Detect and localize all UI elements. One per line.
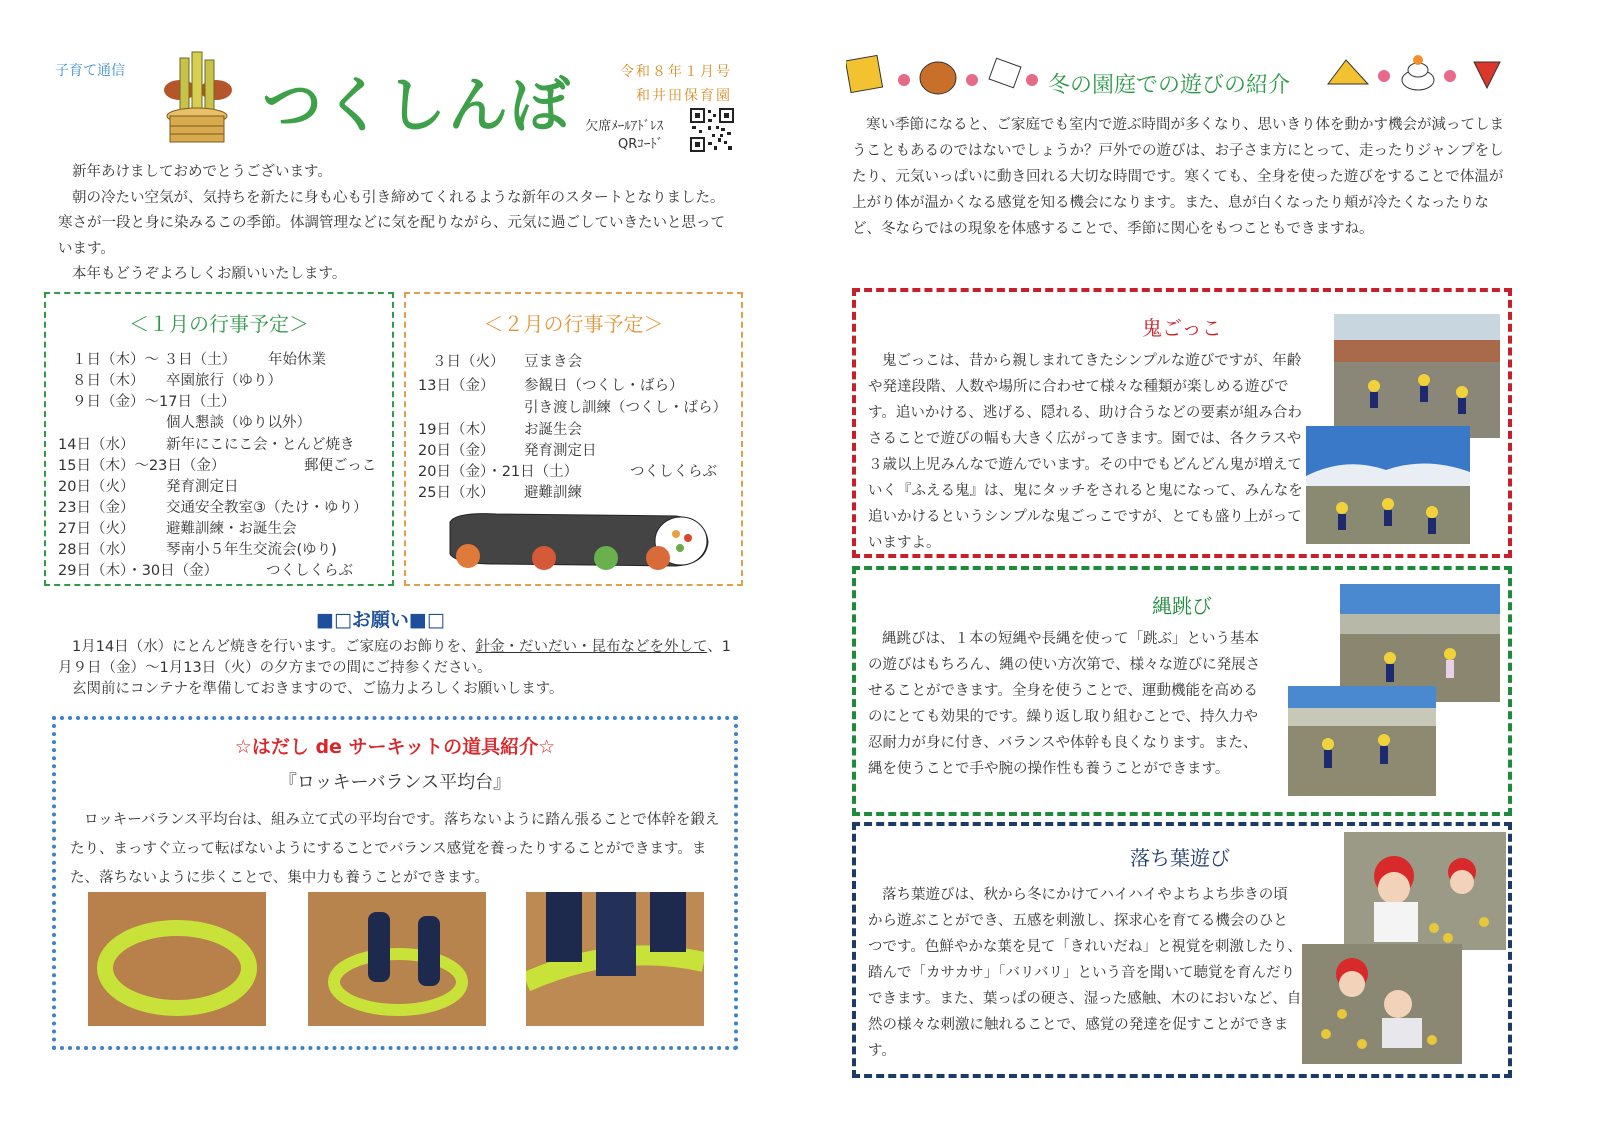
jump-rope-heading: 縄跳び: [1152, 594, 1212, 618]
balance-beam-photo: [88, 892, 266, 1026]
list-item: 個人懇談（ゆり以外）: [166, 415, 311, 431]
circuit-body: ロッキーバランス平均台は、組み立て式の平均台です。落ちないように踏ん張ることで体幹を鍛えたり、まっすぐ立って転ばないようにすることでバランス感覚を養ったりすることができます。また、落ちないように歩くことで、集中力も養うことができます。: [70, 812, 720, 886]
ehomaki-icon: [436, 508, 716, 574]
greeting-paragraph: 朝の冷たい空気が、気持ちを新たに身も心も引き締めてくれるような新年のスタートとなりました。寒さが一段と身に染みるこの季節。体調管理などに気を配りながら、元気に過ごしていきたいと思っています。: [58, 189, 725, 257]
oni-gokko-heading: 鬼ごっこ: [1142, 316, 1222, 340]
list-item: 25日（水） 避難訓練: [418, 485, 582, 501]
oni-gokko-body: 鬼ごっこは、昔から親しまれてきたシンプルな遊びですが、年齢や発達段階、人数や場所に合わせて様々な種類が楽しめる遊びです。追いかける、逃げる、隠れる、助け合うなどの要素が組み合わさることで遊びの幅も大きく広がってきます。園では、各クラスや３歳以上児みんなで遊んでいます。その中でもどんどん鬼が増えていく『ふえる鬼』は、鬼にタッチをされると鬼になって、みんなを追いかけるというシンプルな鬼ごっこですが、とても盛り上がっていますよ。: [868, 353, 1303, 551]
absence-line2: QRｺｰﾄﾞ: [618, 137, 664, 152]
circuit-heading: ☆はだし de サーキットの道具紹介☆: [234, 736, 556, 758]
tag-game-photo-2: [1306, 426, 1470, 544]
absence-line1: 欠席ﾒｰﾙｱﾄﾞﾚｽ: [585, 119, 664, 134]
list-item: 23日（金） 交通安全教室③（たけ・ゆり）: [58, 500, 368, 516]
issue-block: [620, 60, 732, 108]
list-item: 15日（木）～23日（金） 郵便ごっこ: [58, 458, 377, 474]
winter-decoration-icons: [846, 54, 1041, 98]
oni-gokko-section: [852, 288, 1512, 558]
january-schedule: [44, 292, 394, 586]
february-heading: ＜２月の行事予定＞: [483, 312, 664, 336]
circuit-subtitle: 『ロッキーバランス平均台』: [278, 772, 512, 793]
list-item: ９日（金）～17日（土）: [72, 394, 236, 410]
list-item: 27日（火） 避難訓練・お誕生会: [58, 521, 297, 537]
new-year-decoration-icons: [1324, 50, 1514, 94]
newsletter-title: つくしんぼ: [262, 71, 572, 141]
qr-code-icon[interactable]: [690, 108, 734, 152]
jump-rope-photo-2: [1288, 686, 1436, 796]
list-item: ８日（木） 卒園旅行（ゆり）: [72, 373, 282, 389]
feet-on-beam-photo: [526, 892, 704, 1026]
fallen-leaves-photo-1: [1344, 832, 1506, 950]
tag-game-photo-1: [1334, 314, 1500, 438]
february-schedule: [404, 292, 743, 586]
fallen-leaves-section: [852, 822, 1512, 1078]
list-item: 14日（水） 新年にこにこ会・とんど焼き: [58, 437, 355, 453]
winter-title: 冬の園庭での遊びの紹介: [1048, 73, 1291, 98]
list-item: 引き渡し訓練（つくし・ばら）: [524, 400, 727, 416]
fallen-leaves-heading: 落ち葉遊び: [1130, 846, 1230, 870]
fallen-leaves-photo-2: [1302, 944, 1462, 1064]
list-item: 20日（金） 発育測定日: [418, 443, 597, 459]
series-label: 子育て通信: [55, 63, 125, 79]
request-line1: 1月14日（水）にとんど焼きを行います。ご家庭のお飾りを、針金・だいだい・昆布などを外して、1月９日（金）～1月13日（火）の夕方までの間にご持参ください。: [58, 639, 731, 676]
jump-rope-body: 縄跳びは、１本の短縄や長縄を使って「跳ぶ」という基本の遊びはもちろん、縄の使い方次第で、様々な遊びに発展させることができます。全身を使うことで、運動機能を高めるのにとても効果的です。繰り返し取り組むことで、持久力や忍耐力が身に付き、バランスや体幹も良くなります。また、縄を使うことで手や腕の操作性も養うことができます。: [868, 631, 1261, 777]
greeting-line: 新年あけましておめでとうございます。: [72, 164, 332, 180]
list-item: 20日（火） 発育測定日: [58, 479, 239, 495]
winter-intro: 寒い季節になると、ご家庭でも室内で遊ぶ時間が多くなり、思いきり体を動かす機会が減ってしまうこともあるのではないでしょうか？戸外での遊びは、お子さま方にとって、走ったりジャンプをしたり、元気いっぱいに動き回れる大切な時間です。寒くても、全身を使った遊びをすることで体温が上がり体が温かくなる感覚を知る機会になります。また、息が白くなったり頬が冷たくなったりなど、冬ならではの現象を体感することで、季節に関心をもつこともできますね。: [852, 117, 1504, 237]
absence-label: [578, 118, 663, 154]
jump-rope-photo-1: [1340, 584, 1500, 702]
list-item: 29日（木）・30日（金） つくしくらぶ: [58, 563, 353, 579]
school-name: 和井田保育園: [636, 88, 732, 104]
list-item: 28日（水） 琴南小５年生交流会(ゆり): [58, 542, 337, 558]
request-heading: ■□お願い■□: [316, 609, 445, 631]
kadomatsu-icon: [150, 50, 245, 150]
issue-date: 令和８年１月号: [620, 64, 732, 80]
list-item: 20日（金）・21日（土） つくしくらぶ: [418, 464, 717, 480]
fallen-leaves-body: 落ち葉遊びは、秋から冬にかけてハイハイやよちよち歩きの頃から遊ぶことができ、五感を刺激し、探求心を育てる機会のひとつです。色鮮やかな葉を見て「きれいだね」と視覚を刺激したり、踏んで「カサカサ」「バリバリ」という音を聞いて聴覚を育んだりできます。また、葉っぱの硬さ、湿った感触、木のにおいなど、自然の様々な刺激に触れることで、感覚の発達を促すことができます。: [868, 887, 1302, 1059]
list-item: 19日（木） お誕生会: [418, 422, 582, 438]
request-text: [58, 637, 738, 700]
jump-rope-section: [852, 566, 1512, 816]
list-item: ３日（火） 豆まき会: [432, 354, 582, 370]
children-balance-photo: [308, 892, 486, 1026]
list-item: １日（木）～ ３日（土） 年始休業: [72, 352, 326, 368]
greeting-text: [58, 160, 738, 288]
circuit-section: [52, 716, 738, 1050]
greeting-closing: 本年もどうぞよろしくお願いいたします。: [72, 266, 347, 282]
request-line2: 玄関前にコンテナを準備しておきますので、ご協力よろしくお願いします。: [72, 681, 564, 697]
january-heading: ＜１月の行事予定＞: [129, 312, 309, 336]
list-item: 13日（金） 参観日（つくし・ばら）: [418, 378, 684, 394]
